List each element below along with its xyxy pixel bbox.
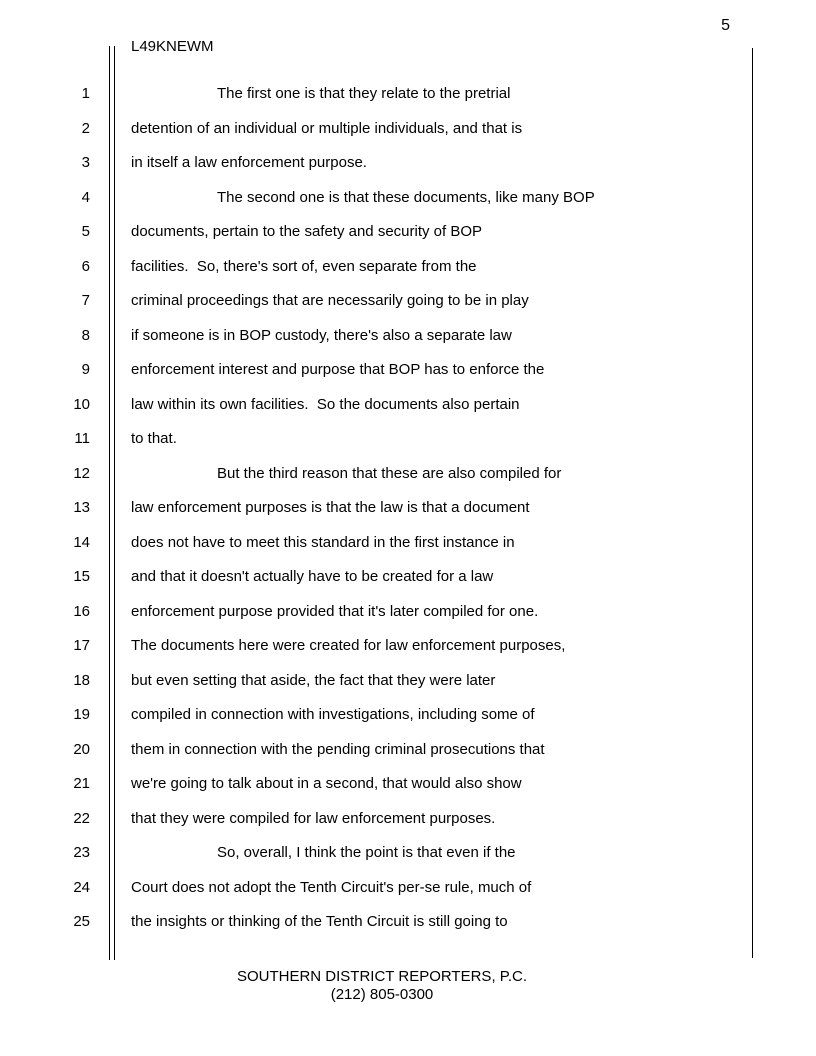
line-text: them in connection with the pending criminal prosecutions that [131, 741, 545, 758]
line-text: and that it doesn't actually have to be created for a law [131, 568, 494, 585]
transcript-line [0, 358, 816, 382]
line-number: 23 [73, 844, 90, 861]
line-number: 15 [73, 568, 90, 585]
line-text: criminal proceedings that are necessarily going to be in play [131, 292, 529, 309]
line-text: compiled in connection with investigations, including some of [131, 706, 535, 723]
line-number: 20 [73, 741, 90, 758]
line-text: does not have to meet this standard in the first instance in [131, 534, 515, 551]
line-text: law enforcement purposes is that the law is that a document [131, 499, 530, 516]
line-text: The first one is that they relate to the pretrial [217, 85, 511, 102]
transcript-line [0, 669, 816, 693]
transcript-line [0, 462, 816, 486]
transcript-line [0, 738, 816, 762]
transcript-line [0, 634, 816, 658]
reporter-company: SOUTHERN DISTRICT REPORTERS, P.C. [236, 968, 528, 985]
line-number: 10 [73, 396, 90, 413]
line-number: 1 [81, 85, 90, 102]
line-number: 24 [73, 879, 90, 896]
line-number: 6 [81, 258, 90, 275]
transcript-line [0, 600, 816, 624]
line-text: Court does not adopt the Tenth Circuit's per-se rule, much of [131, 879, 532, 896]
transcript-line [0, 703, 816, 727]
line-text: documents, pertain to the safety and security of BOP [131, 223, 483, 240]
transcript-line [0, 531, 816, 555]
transcript-line [0, 807, 816, 831]
transcript-line [0, 841, 816, 865]
line-text: to that. [131, 430, 177, 447]
transcript-line [0, 186, 816, 210]
transcript-line [0, 324, 816, 348]
line-number: 9 [81, 361, 90, 378]
line-number: 2 [81, 120, 90, 137]
transcript-line [0, 151, 816, 175]
transcript-line [0, 876, 816, 900]
line-number: 18 [73, 672, 90, 689]
line-number: 8 [81, 327, 90, 344]
line-text: The second one is that these documents, like many BOP [217, 189, 595, 206]
line-text: enforcement interest and purpose that BOP has to enforce the [131, 361, 545, 378]
line-number: 12 [73, 465, 90, 482]
transcript-line [0, 117, 816, 141]
transcript-header-code: L49KNEWM [131, 38, 214, 55]
line-number: 4 [81, 189, 90, 206]
line-text: the insights or thinking of the Tenth Circuit is still going to [131, 913, 508, 930]
line-number: 14 [73, 534, 90, 551]
line-text: law within its own facilities. So the documents also pertain [131, 396, 520, 413]
transcript-line [0, 565, 816, 589]
line-text: in itself a law enforcement purpose. [131, 154, 367, 171]
transcript-line [0, 772, 816, 796]
line-number: 25 [73, 913, 90, 930]
line-text: we're going to talk about in a second, that would also show [131, 775, 522, 792]
line-number: 7 [81, 292, 90, 309]
line-text: enforcement purpose provided that it's later compiled for one. [131, 603, 539, 620]
footer [0, 968, 764, 1004]
line-number: 16 [73, 603, 90, 620]
line-number: 17 [73, 637, 90, 654]
line-text: detention of an individual or multiple individuals, and that is [131, 120, 523, 137]
line-text: if someone is in BOP custody, there's also a separate law [131, 327, 512, 344]
reporter-phone: (212) 805-0300 [330, 986, 434, 1003]
line-number: 5 [81, 223, 90, 240]
line-text: The documents here were created for law enforcement purposes, [131, 637, 566, 654]
line-number: 13 [73, 499, 90, 516]
transcript-line [0, 82, 816, 106]
transcript-line [0, 220, 816, 244]
line-text: but even setting that aside, the fact that they were later [131, 672, 496, 689]
line-number: 19 [73, 706, 90, 723]
line-text: that they were compiled for law enforcement purposes. [131, 810, 496, 827]
line-text: facilities. So, there's sort of, even separate from the [131, 258, 477, 275]
transcript-line [0, 910, 816, 934]
line-number: 21 [73, 775, 90, 792]
transcript-line [0, 427, 816, 451]
transcript-line [0, 496, 816, 520]
transcript-line [0, 393, 816, 417]
line-number: 3 [81, 154, 90, 171]
page-number: 5 [721, 17, 730, 34]
transcript-line [0, 255, 816, 279]
line-text: But the third reason that these are also compiled for [217, 465, 562, 482]
transcript-line [0, 289, 816, 313]
line-number: 22 [73, 810, 90, 827]
line-number: 11 [74, 430, 90, 447]
line-text: So, overall, I think the point is that even if the [217, 844, 516, 861]
